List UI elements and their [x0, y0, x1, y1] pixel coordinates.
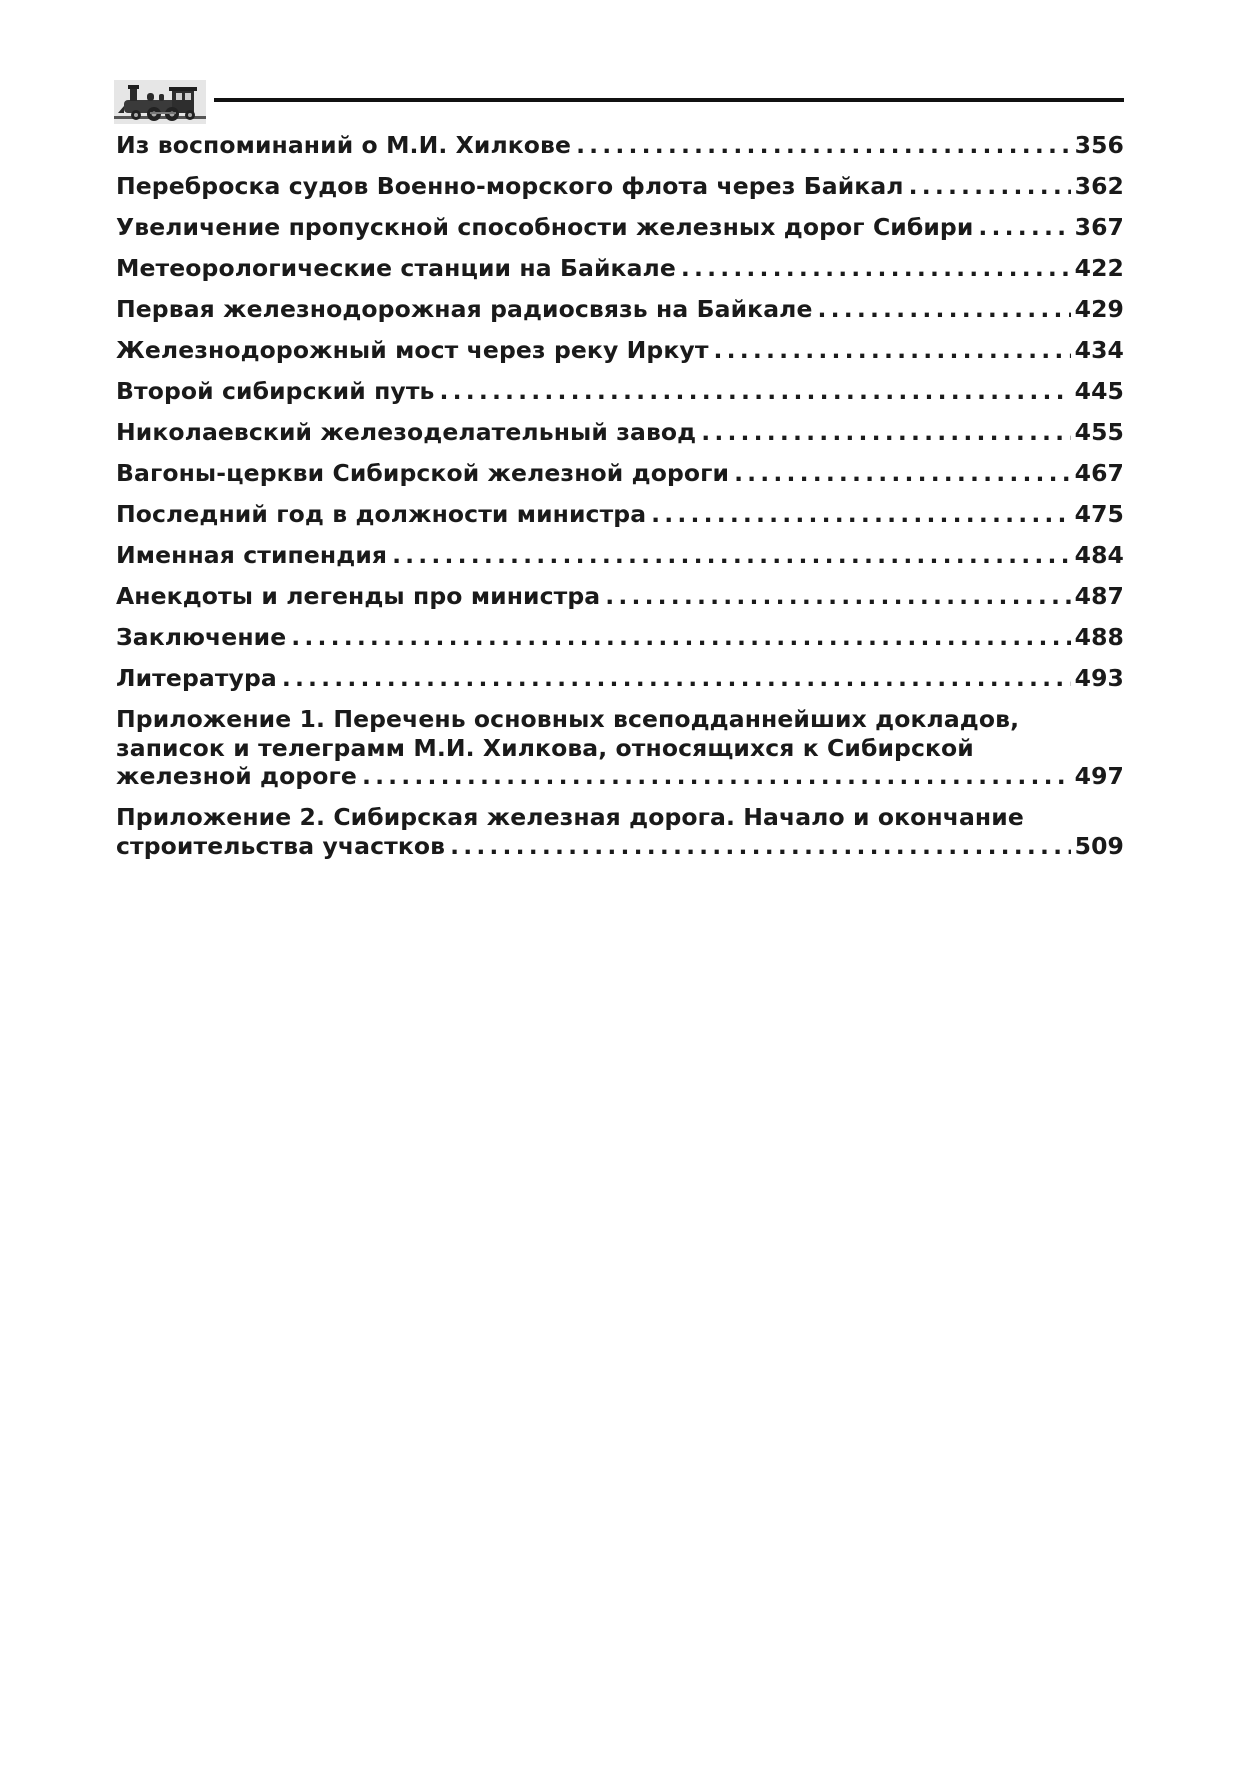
table-of-contents — [116, 131, 1124, 873]
toc-entry — [116, 500, 1124, 529]
toc-entry-title: Николаевский железоделательный завод — [116, 418, 697, 446]
dot-leader — [282, 664, 1071, 693]
dot-leader — [978, 213, 1070, 242]
toc-entry — [116, 377, 1124, 406]
toc-entry-row — [116, 295, 1124, 324]
toc-entry-title: Первая железнодорожная радиосвязь на Байкале — [116, 295, 813, 323]
dot-leader — [362, 762, 1071, 791]
toc-entry-page-number: 475 — [1074, 500, 1124, 528]
dot-leader — [909, 172, 1071, 201]
toc-entry-row — [116, 664, 1124, 693]
locomotive-icon — [114, 80, 206, 124]
dot-leader — [701, 418, 1070, 447]
toc-entry-row — [116, 541, 1124, 570]
toc-entry-title-line: Приложение 2. Сибирская железная дорога. Начало и окончание — [116, 803, 1024, 831]
toc-entry-title: Второй сибирский путь — [116, 377, 435, 405]
dot-leader — [576, 131, 1071, 160]
toc-entry-row — [116, 623, 1124, 652]
toc-entry-page-number: 422 — [1074, 254, 1124, 282]
dot-leader — [291, 623, 1070, 652]
toc-entry-row — [116, 377, 1124, 406]
toc-entry-title-line: записок и телеграмм М.И. Хилкова, относящихся к Сибирской — [116, 733, 974, 762]
toc-entry — [116, 664, 1124, 693]
toc-entry — [116, 172, 1124, 201]
toc-entry-page-number: 356 — [1074, 131, 1124, 159]
toc-entry-title: Вагоны-церкви Сибирской железной дороги — [116, 459, 730, 487]
toc-entry-title-line: Приложение 1. Перечень основных всеподданнейших докладов, — [116, 705, 1020, 733]
dot-leader — [734, 459, 1071, 488]
toc-entry — [116, 705, 1124, 791]
dot-leader — [605, 582, 1070, 611]
dot-leader — [681, 254, 1071, 283]
toc-entry-page-number: 484 — [1074, 541, 1124, 569]
toc-entry-title: Из воспоминаний о М.И. Хилкове — [116, 131, 572, 159]
toc-entry-row — [116, 500, 1124, 529]
toc-entry-page-number: 445 — [1074, 377, 1124, 405]
toc-entry-page-number: 467 — [1074, 459, 1124, 487]
toc-entry-row — [116, 832, 1124, 861]
toc-entry-title: Железнодорожный мост через реку Иркут — [116, 336, 709, 364]
toc-entry-row — [116, 336, 1124, 365]
toc-entry-row — [116, 254, 1124, 283]
toc-entry — [116, 623, 1124, 652]
toc-entry — [116, 131, 1124, 160]
toc-entry — [116, 582, 1124, 611]
toc-entry-row — [116, 582, 1124, 611]
toc-entry-title: Литература — [116, 664, 277, 692]
dot-leader — [818, 295, 1071, 324]
toc-entry-title: Метеорологические станции на Байкале — [116, 254, 676, 282]
toc-entry-row — [116, 418, 1124, 447]
page-header — [114, 74, 1124, 124]
toc-entry-title: Увеличение пропускной способности железных дорог Сибири — [116, 213, 974, 241]
toc-entry-page-number: 455 — [1074, 418, 1124, 446]
toc-entry-title: Последний год в должности министра — [116, 500, 647, 528]
toc-entry-page-number: 434 — [1074, 336, 1124, 364]
toc-entry — [116, 459, 1124, 488]
toc-entry — [116, 418, 1124, 447]
toc-entry-page-number: 487 — [1074, 582, 1124, 610]
dot-leader — [714, 336, 1071, 365]
toc-entry-page-number: 362 — [1074, 172, 1124, 200]
toc-entry-page-number: 488 — [1074, 623, 1124, 651]
toc-entry-title: железной дороге — [116, 762, 357, 790]
toc-entry-title: Переброска судов Военно-морского флота через Байкал — [116, 172, 904, 200]
dot-leader — [450, 832, 1071, 861]
toc-entry — [116, 541, 1124, 570]
toc-entry-title: Анекдоты и легенды про министра — [116, 582, 601, 610]
toc-entry-page-number: 509 — [1074, 831, 1124, 860]
dot-leader — [651, 500, 1070, 529]
toc-entry-row — [116, 172, 1124, 201]
dot-leader — [440, 377, 1071, 406]
toc-entry — [116, 336, 1124, 365]
toc-entry-title: строительства участков — [116, 831, 446, 860]
toc-entry — [116, 254, 1124, 283]
toc-entry — [116, 213, 1124, 242]
toc-entry-page-number: 429 — [1074, 295, 1124, 323]
toc-entry-title: Именная стипендия — [116, 541, 388, 569]
toc-entry-page-number: 497 — [1074, 762, 1124, 790]
toc-entry-row — [116, 762, 1124, 791]
dot-leader — [392, 541, 1071, 570]
toc-entry-page-number: 493 — [1074, 664, 1124, 692]
toc-entry-row — [116, 213, 1124, 242]
toc-entry — [116, 803, 1124, 860]
toc-entry-row — [116, 131, 1124, 160]
toc-entry-row — [116, 459, 1124, 488]
toc-entry-title: Заключение — [116, 623, 287, 651]
toc-entry — [116, 295, 1124, 324]
toc-entry-page-number: 367 — [1074, 213, 1124, 241]
header-rule — [214, 98, 1124, 102]
